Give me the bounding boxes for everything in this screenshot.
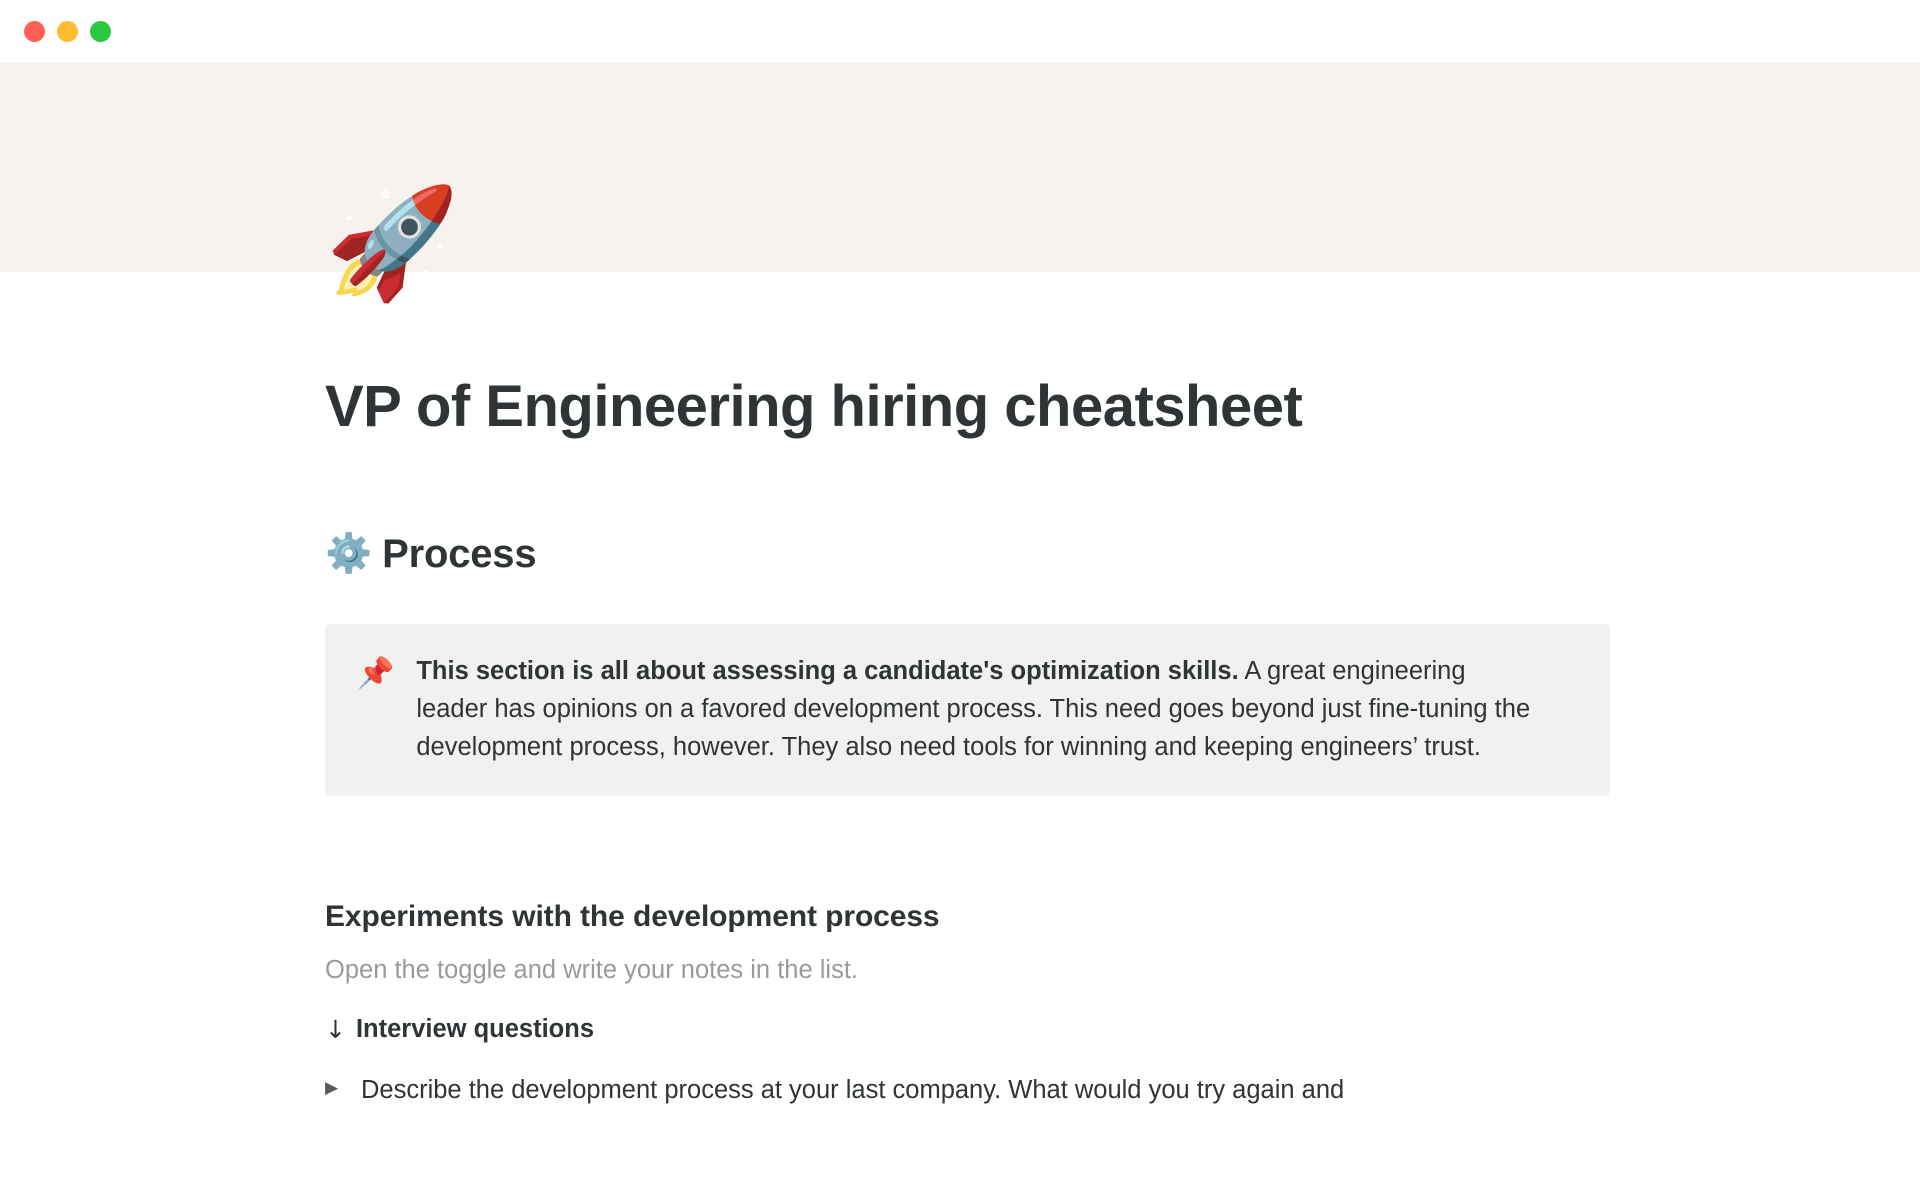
callout-lead-text: This section is all about assessing a candidate's optimization skills.: [416, 656, 1239, 685]
title-bar: [0, 0, 1920, 62]
window-controls: [24, 21, 111, 42]
chevron-right-icon[interactable]: ▶: [325, 1078, 339, 1098]
hint-text: Open the toggle and write your notes in the list.: [325, 956, 858, 985]
gear-icon: ⚙️: [325, 530, 373, 575]
rocket-icon[interactable]: 🚀: [325, 181, 460, 306]
close-window-button[interactable]: [24, 21, 45, 42]
list-item[interactable]: [325, 1072, 1615, 1109]
section-heading-label: Process: [382, 531, 537, 576]
callout-text: [416, 652, 1536, 767]
maximize-window-button[interactable]: [90, 21, 111, 42]
toggle-group-interview-questions[interactable]: [325, 1015, 1615, 1044]
arrow-down-icon: ↓: [325, 1015, 346, 1045]
minimize-window-button[interactable]: [57, 21, 78, 42]
document-page: [0, 181, 1920, 1109]
callout-block: [325, 624, 1610, 797]
toggle-group-label: Interview questions: [355, 1015, 595, 1044]
callout-body-text: A great engineering leader has opinions on a favored development process. This need goes beyond just fine-tuning the development process, however. They also need tools for winning and keeping engineers’ trust.: [416, 656, 1531, 762]
page-title[interactable]: VP of Engineering hiring cheatsheet: [325, 374, 1303, 439]
section-heading-process[interactable]: [325, 528, 1615, 580]
pushpin-icon: 📌: [357, 655, 395, 691]
subheading-experiments[interactable]: Experiments with the development process: [325, 900, 940, 934]
question-text: Describe the development process at your last company. What would you try again and: [361, 1076, 1345, 1105]
page-content: [325, 181, 1615, 1109]
